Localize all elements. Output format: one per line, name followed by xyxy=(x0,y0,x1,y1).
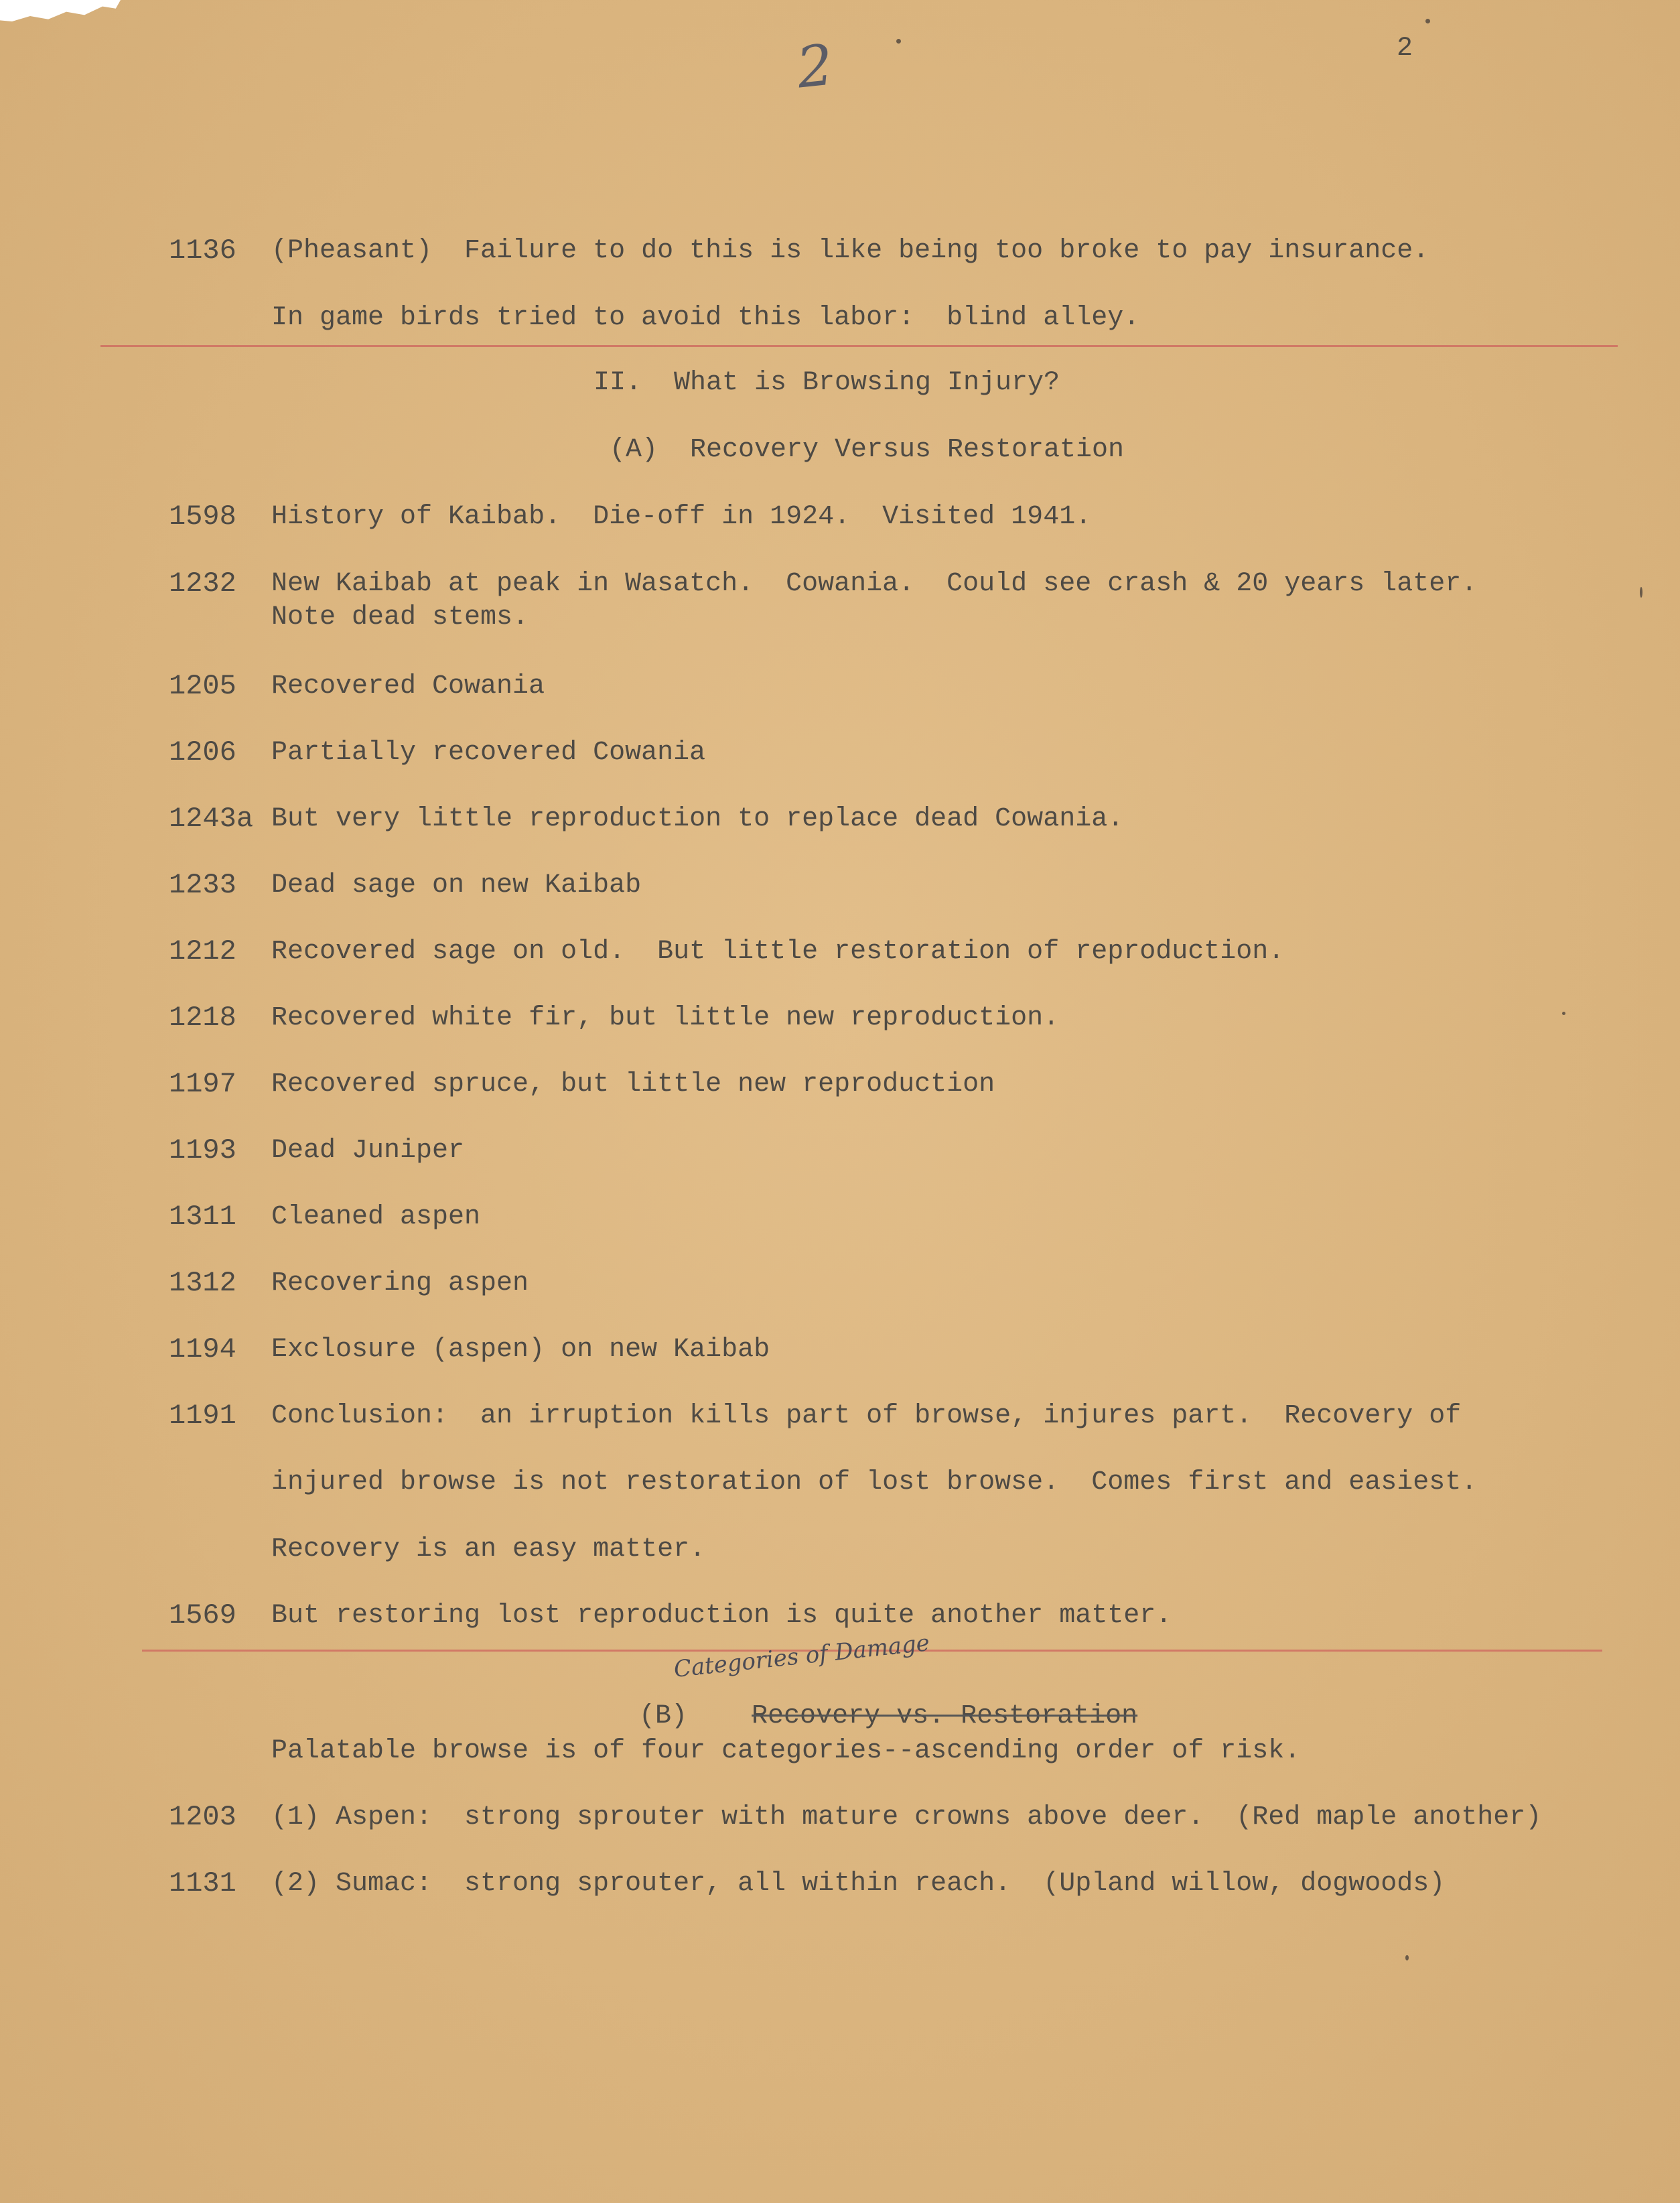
torn-corner xyxy=(0,0,121,21)
subsection-b-label: (B) xyxy=(639,1701,688,1731)
entry-text: Dead Juniper xyxy=(271,1136,465,1166)
entry-number: 1598 xyxy=(169,500,236,533)
entry-number: 1191 xyxy=(169,1400,236,1432)
entry-text: In game birds tried to avoid this labor: blind alley. xyxy=(271,303,1140,333)
entry-text: Dead sage on new Kaibab xyxy=(271,870,642,900)
entry-text: Recovered Cowania xyxy=(271,671,545,702)
subsection-heading-a: (A) Recovery Versus Restoration xyxy=(609,435,1125,465)
entry-text: But very little reproduction to replace dead Cowania. xyxy=(271,804,1124,834)
entry-number: 1194 xyxy=(169,1333,236,1365)
entry-number: 1243a xyxy=(169,803,254,835)
entry-number: 1205 xyxy=(169,670,236,702)
paper-speck xyxy=(896,39,901,44)
paper-speck xyxy=(1562,1012,1565,1015)
entry-text: Cleaned aspen xyxy=(271,1202,481,1232)
handwritten-page-number: 2 xyxy=(794,31,837,101)
entry-number: 1232 xyxy=(169,568,236,600)
entry-text: Exclosure (aspen) on new Kaibab xyxy=(271,1335,770,1365)
entry-text: Conclusion: an irruption kills part of browse, injures part. Recovery of xyxy=(271,1401,1462,1431)
entry-text: (Pheasant) Failure to do this is like being too broke to pay insurance. xyxy=(271,236,1429,266)
red-rule-line xyxy=(100,345,1618,347)
entry-text: Recovered spruce, but little new reproduction xyxy=(271,1069,995,1099)
entry-number: 1312 xyxy=(169,1267,236,1299)
entry-number: 1212 xyxy=(169,935,236,967)
entry-number: 1136 xyxy=(169,235,236,267)
entry-number: 1203 xyxy=(169,1801,236,1833)
entry-text: Partially recovered Cowania xyxy=(271,738,706,768)
entry-text: Recovered sage on old. But little restoration of reproduction. xyxy=(271,937,1285,967)
entry-text: Recovered white fir, but little new reproduction. xyxy=(271,1003,1060,1033)
entry-text: History of Kaibab. Die-off in 1924. Visited 1941. xyxy=(271,502,1092,532)
paper-speck xyxy=(1405,1955,1409,1960)
entry-text: (2) Sumac: strong sprouter, all within reach. (Upland willow, dogwoods) xyxy=(271,1869,1446,1899)
entry-number: 1197 xyxy=(169,1068,236,1100)
entry-text: injured browse is not restoration of lost browse. Comes first and easiest. xyxy=(271,1467,1478,1497)
entry-text: But restoring lost reproduction is quite another matter. xyxy=(271,1601,1172,1631)
entry-text: New Kaibab at peak in Wasatch. Cowania. Could see crash & 20 years later. Note dead stems. xyxy=(271,569,1478,632)
entry-text: Palatable browse is of four categories--ascending order of risk. xyxy=(271,1736,1301,1766)
struck-heading-text: Recovery vs. Restoration xyxy=(752,1701,1138,1731)
entry-number: 1569 xyxy=(169,1599,236,1631)
entry-text: Recovering aspen xyxy=(271,1268,529,1298)
entry-number: 1206 xyxy=(169,736,236,769)
entry-number: 1131 xyxy=(169,1867,236,1899)
handwritten-annotation: Categories of Damage xyxy=(672,1629,931,1683)
entry-number: 1311 xyxy=(169,1201,236,1233)
entry-text: (1) Aspen: strong sprouter with mature crowns above deer. (Red maple another) xyxy=(271,1802,1542,1832)
typed-page-number: 2 xyxy=(1397,34,1413,64)
entry-number: 1193 xyxy=(169,1134,236,1166)
paper-speck xyxy=(1640,587,1642,598)
paper-speck xyxy=(1425,19,1430,23)
entry-number: 1233 xyxy=(169,869,236,901)
section-heading: II. What is Browsing Injury? xyxy=(593,368,1060,398)
entry-text: Recovery is an easy matter. xyxy=(271,1534,706,1564)
entry-number: 1218 xyxy=(169,1002,236,1034)
